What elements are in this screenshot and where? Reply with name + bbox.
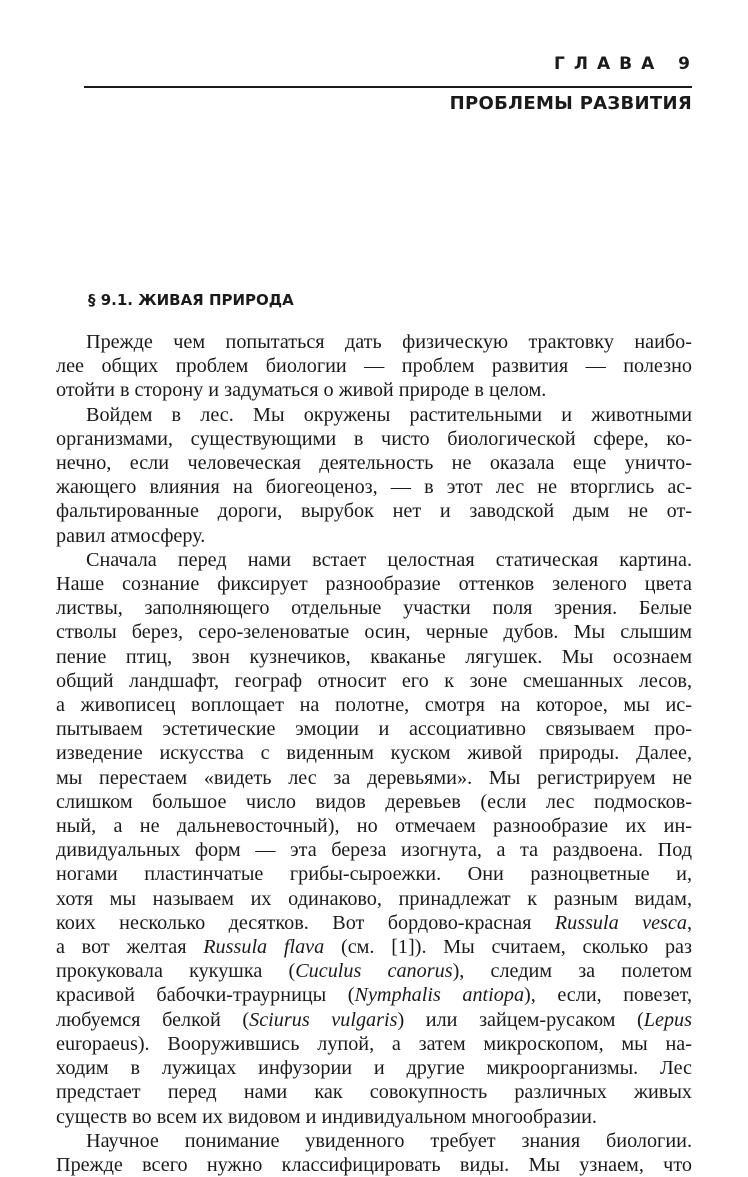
paragraph bbox=[56, 548, 692, 1129]
text-line: Прежде чем попытаться дать физическую трактовку наибо- bbox=[86, 331, 692, 353]
text-line: общий ландшафт, географ относит его к зоне смешанных лесов, bbox=[56, 669, 692, 692]
text-line: предстает перед нами как совокупность различных живых bbox=[56, 1081, 692, 1104]
text-line: организмами, существующими в чисто биологической сфере, ко- bbox=[56, 427, 692, 450]
text-line: прокуковала кукушка (Cuculus canorus), следим за полетом bbox=[56, 960, 692, 983]
header-rule bbox=[84, 86, 692, 88]
text-line: мы перестаем «видеть лес за деревьями». Мы регистрируем не bbox=[56, 766, 692, 789]
text-line: дивидуальных форм — эта береза изогнута, а та раздвоена. Под bbox=[56, 839, 692, 862]
text-line: Войдем в лес. Мы окружены растительными и животными bbox=[86, 403, 692, 426]
text-line: пытываем эстетические эмоции и ассоциативно связываем про- bbox=[56, 718, 692, 741]
text-line: красивой бабочки-траурницы (Nymphalis antiopa), если, повезет, bbox=[56, 984, 692, 1007]
paragraph bbox=[56, 403, 692, 548]
chapter-label: ГЛАВА 9 bbox=[554, 54, 699, 74]
text-line: ногами пластинчатые грибы-сыроежки. Они разноцветные и, bbox=[56, 863, 692, 886]
text-line: отойти в сторону и задуматься о живой природе в целом. bbox=[56, 379, 547, 402]
text-line: а живописец воплощает на полотне, смотря на которое, мы ис- bbox=[56, 694, 692, 717]
text-line: нечно, если человеческая деятельность не оказала еще уничто- bbox=[56, 452, 692, 475]
text-line: стволы берез, серо-зеленоватые осин, черные дубов. Мы слышим bbox=[56, 621, 692, 644]
text-line: листвы, заполняющего отдельные участки поля зрения. Белые bbox=[56, 597, 692, 620]
text-line: существ во всем их видовом и индивидуальном многообразии. bbox=[56, 1105, 597, 1128]
text-line: Прежде всего нужно классифицировать виды. Мы узнаем, что bbox=[56, 1153, 692, 1176]
paragraph bbox=[56, 1129, 692, 1177]
text-line: равил атмосферу. bbox=[56, 524, 206, 547]
text-line: а вот желтая Russula flava (см. [1]). Мы считаем, сколько раз bbox=[56, 936, 692, 959]
text-line: слишком большое число видов деревьев (если лес подмосков- bbox=[56, 790, 692, 813]
text-line: изведение искусства с виденным куском живой природы. Далее, bbox=[56, 742, 692, 765]
text-line: Научное понимание увиденного требует знания биологии. bbox=[86, 1129, 692, 1152]
text-line: ный, а не дальневосточный), но отмечаем разнообразие их ин- bbox=[56, 815, 692, 838]
text-line: любуемся белкой (Sciurus vulgaris) или зайцем-русаком (Lepus bbox=[56, 1008, 692, 1031]
text-line: пение птиц, звон кузнечиков, кваканье лягушек. Мы осознаем bbox=[56, 645, 692, 668]
text-line: коих несколько десятков. Вот бордово-красная Russula vesca, bbox=[56, 911, 692, 934]
chapter-title: ПРОБЛЕМЫ РАЗВИТИЯ bbox=[449, 93, 692, 114]
body-text bbox=[56, 330, 692, 1177]
text-line: ходим в лужицах инфузории и другие микроорганизмы. Лес bbox=[56, 1057, 692, 1080]
text-line: Сначала перед нами встает целостная статическая картина. bbox=[86, 548, 692, 571]
text-line: фальтированные дороги, вырубок нет и заводской дым не от- bbox=[56, 500, 692, 523]
paragraph bbox=[56, 330, 692, 403]
text-line: хотя мы называем их одинаково, принадлежат к разным видам, bbox=[56, 887, 692, 910]
text-line: лее общих проблем биологии — проблем развития — полезно bbox=[56, 355, 692, 378]
section-heading: § 9.1. ЖИВАЯ ПРИРОДА bbox=[88, 291, 294, 309]
text-line: Наше сознание фиксирует разнообразие оттенков зеленого цвета bbox=[56, 573, 692, 596]
text-line: жающего влияния на биогеоценоз, — в этот лес не вторглись ас- bbox=[56, 476, 692, 499]
text-line: europaeus). Вооружившись лупой, а затем микроскопом, мы на- bbox=[56, 1032, 692, 1055]
